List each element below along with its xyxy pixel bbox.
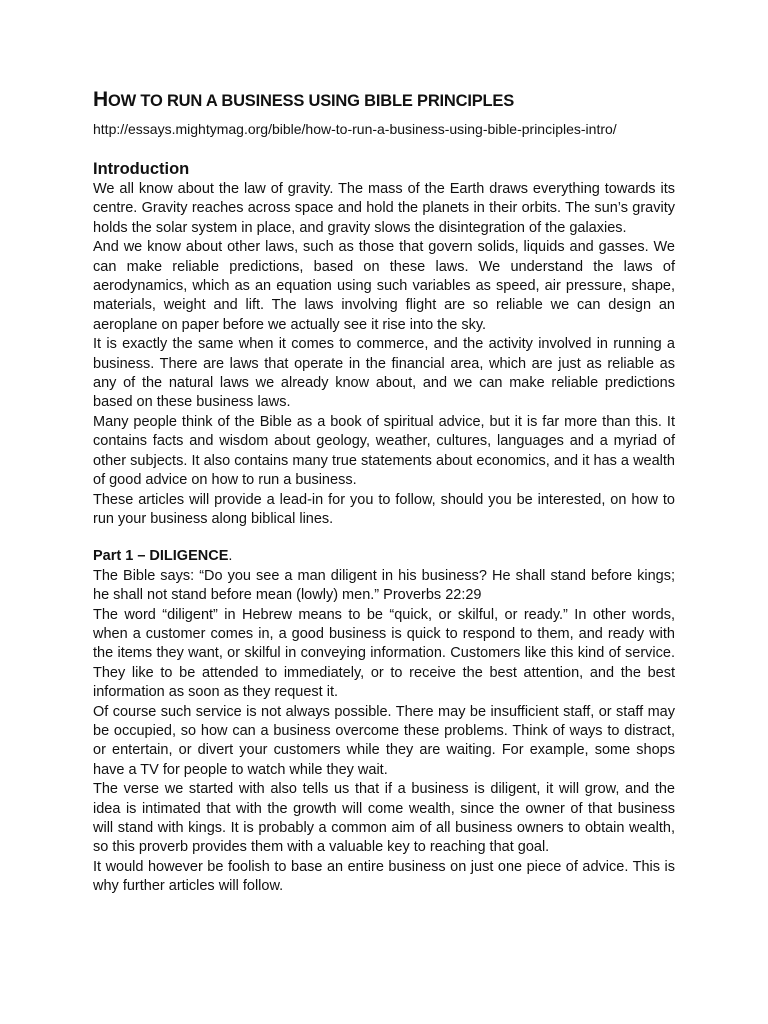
part1-paragraph-4: The verse we started with also tells us that if a business is diligent, it will grow, and the idea is intimated that with the growth will come wealth, since the owner of that business will stand with kings. It is probably a common aim of all business owners to obtain wealth, so this proverb provides them with a valuable key to reaching that goal. [93, 781, 675, 856]
introduction-heading: Introduction [93, 160, 190, 178]
intro-paragraph-3: It is exactly the same when it comes to commerce, and the activity involved in running a business. There are laws that operate in the financial area, which are just as reliable as any of the natural laws we already know about, and we can make reliable predictions based on these business laws. [93, 336, 675, 411]
part1-heading [93, 547, 675, 566]
source-url: http://essays.mightymag.org/bible/how-to-run-a-business-using-bible-principles-intro/ [93, 121, 617, 137]
intro-paragraph-1: We all know about the law of gravity. The mass of the Earth draws everything towards its centre. Gravity reaches across space and hold the planets in their orbits. The sun’s gravity holds the solar system in place, and gravity slows the disintegration of the galaxies. [93, 181, 675, 236]
introduction-body [93, 180, 675, 529]
part1-heading-title: Part 1 – DILIGENCE [93, 548, 229, 565]
title-first-letter: H [93, 88, 108, 111]
part1-heading-suffix: . [228, 548, 233, 565]
part1-paragraph-1: The Bible says: “Do you see a man diligent in his business? He shall stand before kings; he shall not stand before mean (lowly) men.” Proverbs 22:29 [93, 567, 675, 604]
part1-body [93, 567, 675, 897]
intro-paragraph-2: And we know about other laws, such as those that govern solids, liquids and gasses. We can make reliable predictions, based on these laws. We understand the laws of aerodynamics, which as an equation using such variables as speed, air pressure, shape, materials, weight and lift. The laws involving flight are so reliable we can design an aeroplane on paper before we actually see it rise into the sky. [93, 239, 675, 333]
document-title [93, 88, 675, 113]
part1-paragraph-2: The word “diligent” in Hebrew means to be “quick, or skilful, or ready.” In other words, when a customer comes in, a good business is quick to respond to them, and ready with the items they want, or skilful in conveying information. Customers like this kind of service. They like to be attended to immediately, or to receive the best attention, and the best information as soon as they request it. [93, 606, 675, 701]
title-rest: OW TO RUN A BUSINESS USING BIBLE PRINCIPLES [107, 92, 515, 110]
part1-paragraph-5: It would however be foolish to base an entire business on just one piece of advice. This is why further articles will follow. [93, 858, 675, 895]
intro-paragraph-4: Many people think of the Bible as a book of spiritual advice, but it is far more than this. It contains facts and wisdom about geology, weather, cultures, languages and a myriad of other subjects. It also contains many true statements about economics, and it has a wealth of good advice on how to run a business. [93, 413, 675, 489]
intro-paragraph-5: These articles will provide a lead-in for you to follow, should you be interested, on how to run your business along biblical lines. [93, 491, 675, 527]
part1-paragraph-3: Of course such service is not always possible. There may be insufficient staff, or staff may be occupied, so how can a business overcome these problems. Think of ways to distract, or entertain, or divert your customers while they are waiting. For example, some shops have a TV for people to watch while they wait. [93, 703, 675, 778]
